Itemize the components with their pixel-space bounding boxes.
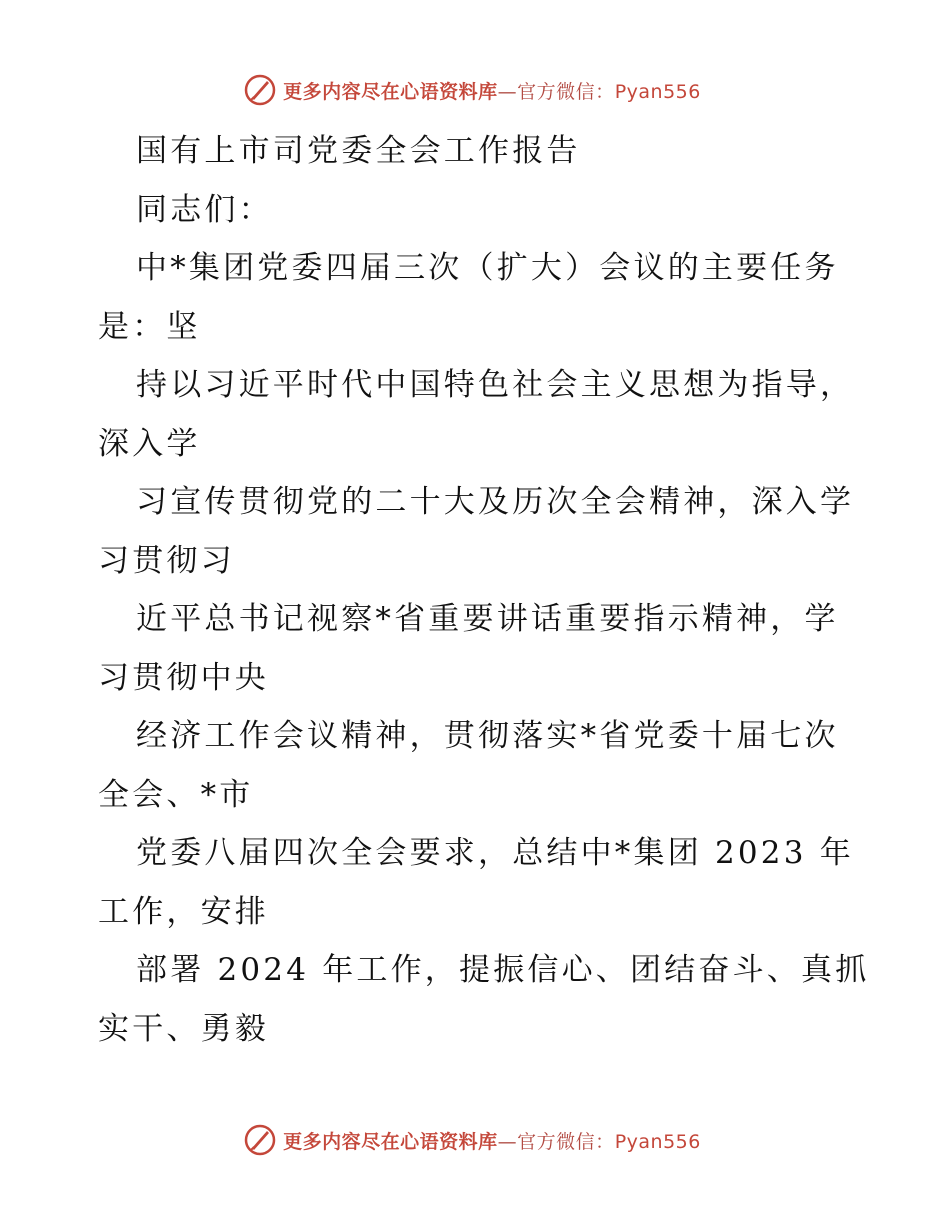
paragraph-line: 全会、*市 [98, 776, 254, 813]
paragraph-line: 中*集团党委四届三次（扩大）会议的主要任务 [136, 250, 839, 286]
document-body [98, 122, 870, 1058]
paragraph-line: 实干、勇毅 [98, 1010, 269, 1047]
header-banner-text: 更多内容尽在心语资料库—官方微信：Pyan556 [283, 80, 701, 103]
paragraph-line: 工作，安排 [98, 893, 269, 930]
footer-banner [0, 1120, 950, 1160]
paragraph-line: 习贯彻中央 [98, 659, 269, 696]
paragraph-line: 党委八届四次全会要求，总结中*集团 2023 年 [136, 835, 854, 871]
salutation: 同志们： [136, 191, 273, 228]
footer-banner-text: 更多内容尽在心语资料库—官方微信：Pyan556 [283, 1130, 701, 1153]
paragraph-line: 近平总书记视察*省重要讲话重要指示精神，学 [136, 601, 839, 637]
quill-pen-logo-icon [243, 73, 277, 107]
paragraph-line: 部署 2024 年工作，提振信心、团结奋斗、真抓 [136, 952, 870, 988]
paragraph-line: 习宣传贯彻党的二十大及历次全会精神，深入学 [136, 484, 855, 520]
paragraph-line: 深入学 [98, 425, 201, 462]
document-title: 国有上市司党委全会工作报告 [136, 133, 581, 169]
quill-pen-logo-icon [243, 1123, 277, 1157]
paragraph-line: 经济工作会议精神，贯彻落实*省党委十届七次 [136, 718, 839, 754]
header-banner [0, 70, 950, 110]
paragraph-line: 习贯彻习 [98, 542, 235, 579]
paragraph-line: 持以习近平时代中国特色社会主义思想为指导， [136, 367, 855, 403]
paragraph-line: 是：坚 [98, 308, 201, 345]
